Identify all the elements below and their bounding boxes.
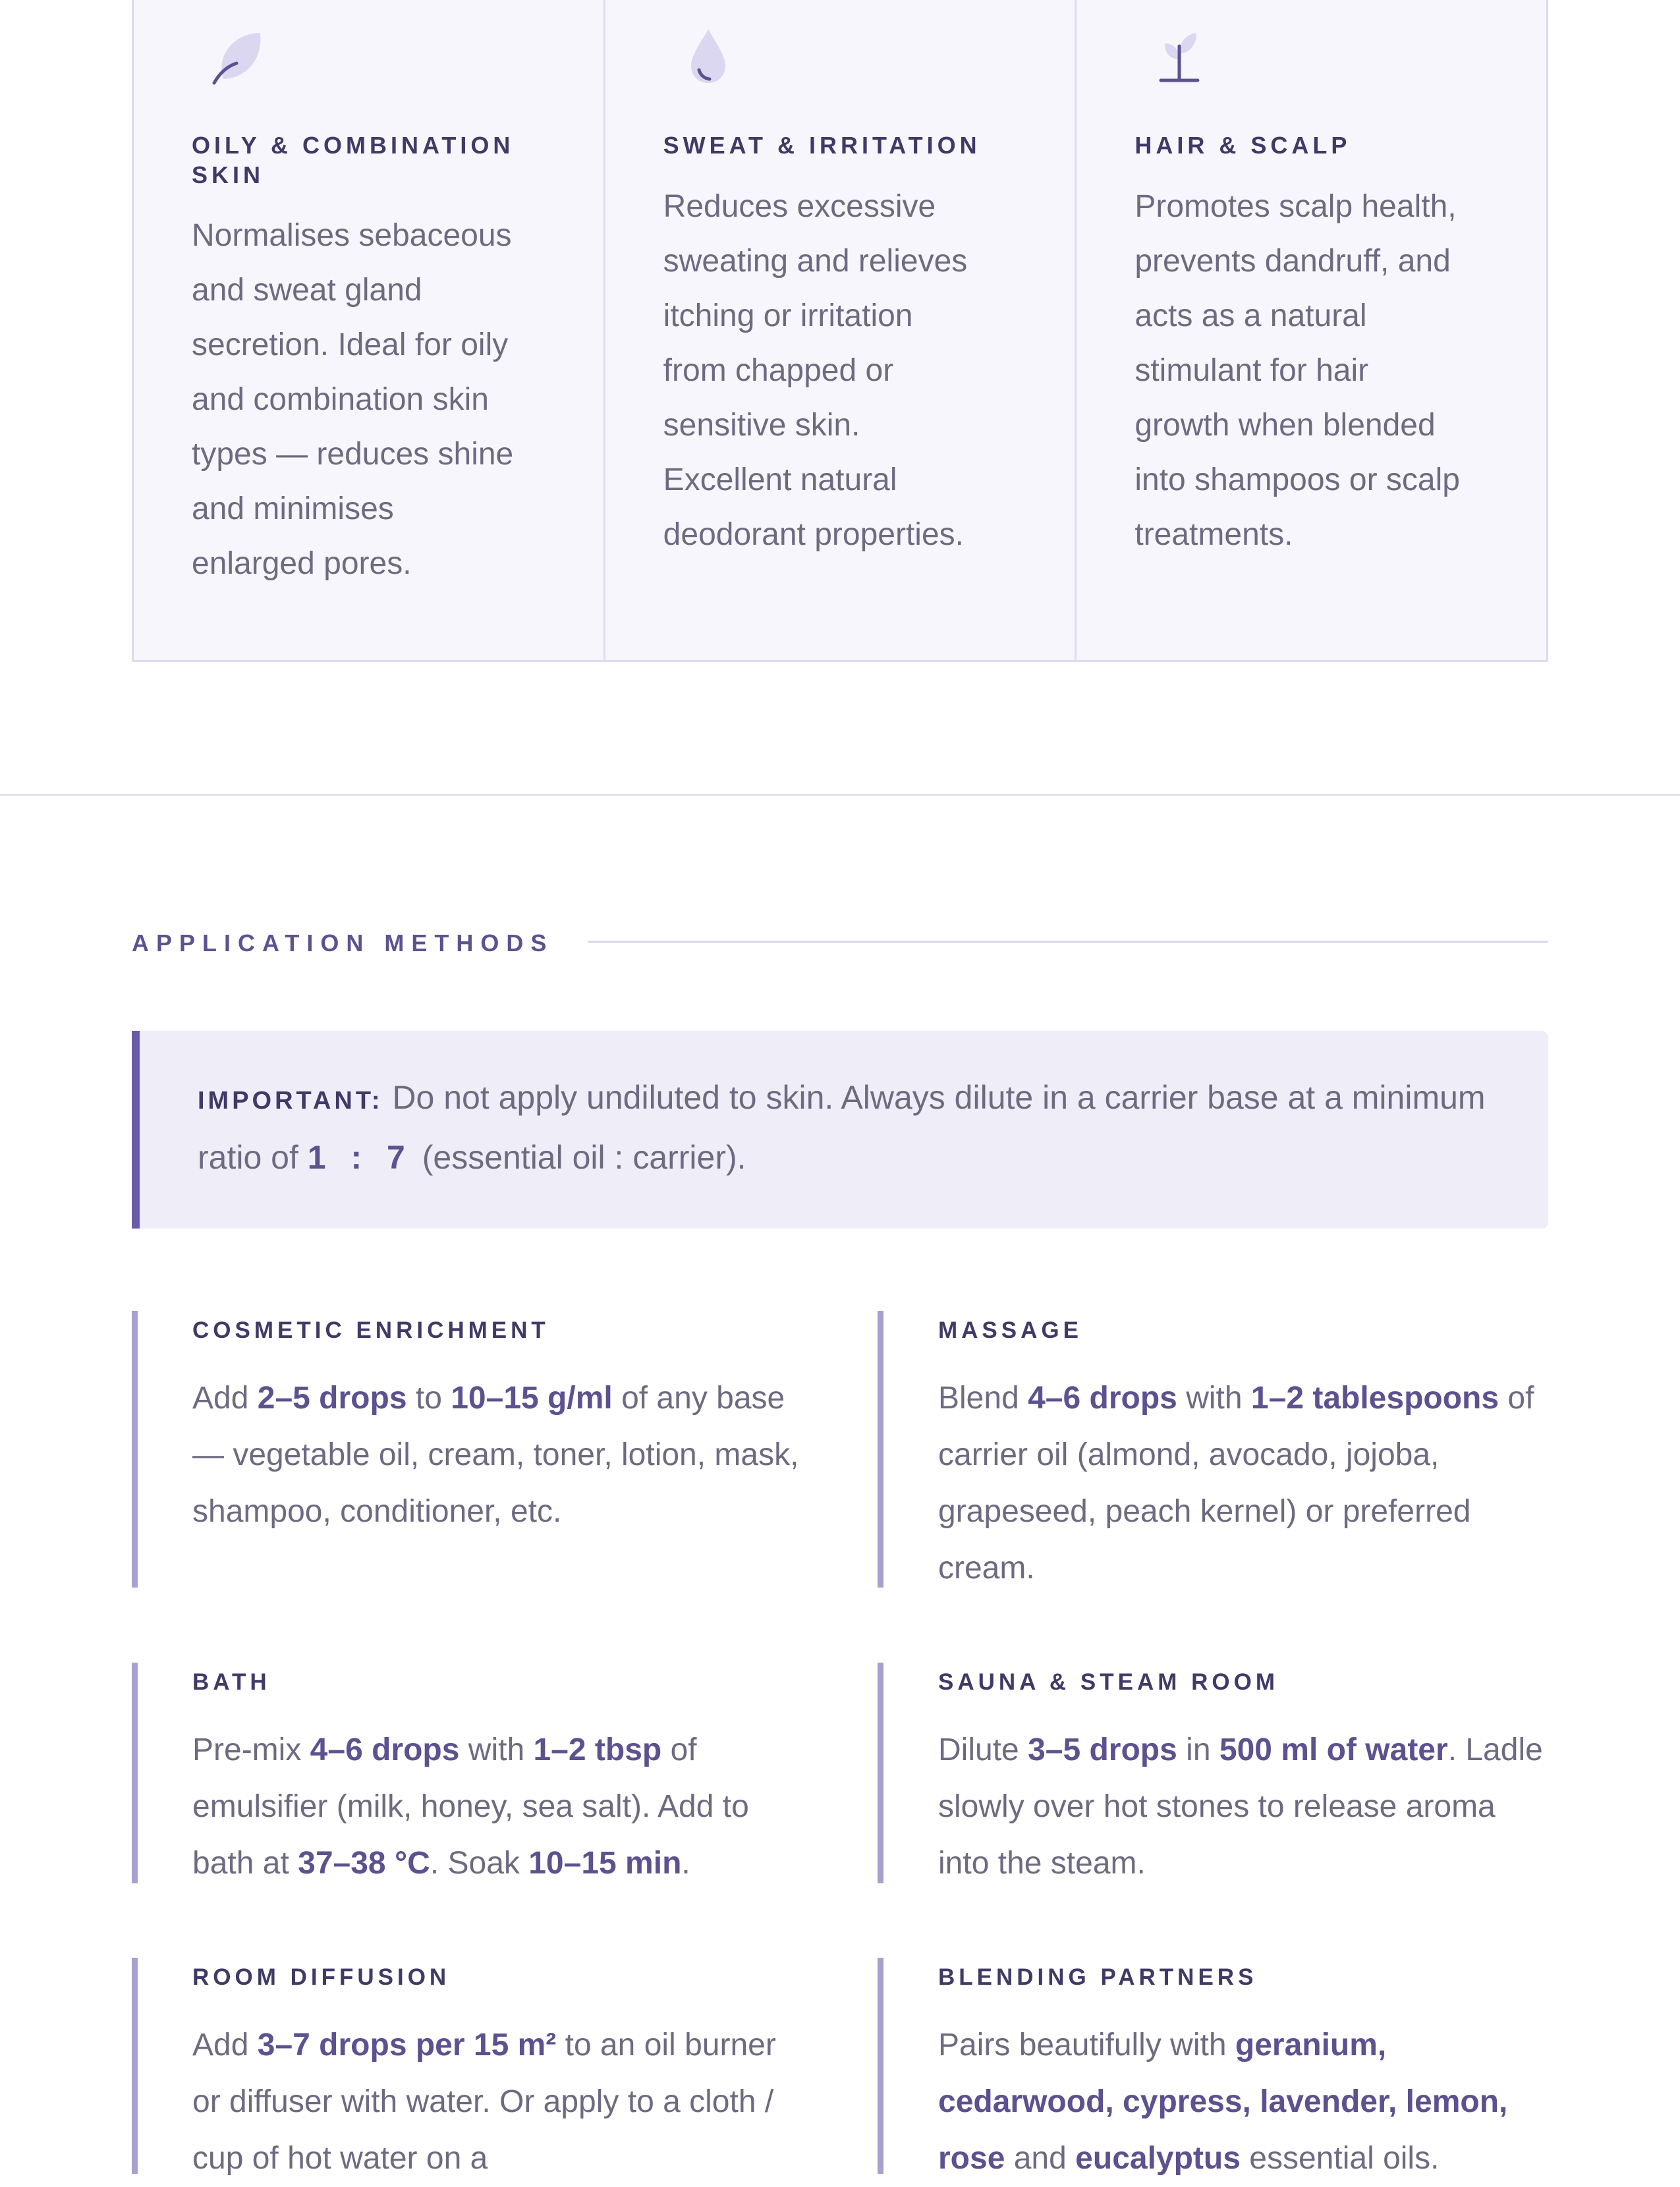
method-title: SAUNA & STEAM ROOM [938,1669,1279,1695]
droplet-icon [682,26,735,86]
method-title: BLENDING PARTNERS [938,1964,1258,1990]
method-bath [132,1663,804,1883]
method-blending-partners [878,1958,1548,2174]
dilution-ratio: 1 : 7 [307,1139,413,1176]
benefit-card-hair [1075,0,1546,660]
section-rule [588,941,1548,943]
important-text-end: (essential oil : carrier). [422,1139,746,1176]
method-sauna [878,1663,1548,1883]
method-description: Add 3–7 drops per 15 m² to an oil burner or diffuser with water. Or apply to a cloth / cup of hot water on a [192,2028,776,2176]
important-callout [132,1031,1548,1229]
method-title: COSMETIC ENRICHMENT [192,1317,549,1343]
method-description: Add 2–5 drops to 10–15 g/ml of any base — vegetable oil, cream, toner, lotion, mask, shampoo, conditioner, etc. [192,1381,799,1529]
benefit-title: OILY & COMBINATION SKIN [192,132,515,188]
important-text: Do not apply undiluted to skin. Always dilute in a carrier base at a minimum ratio of [198,1079,1486,1176]
section-title: APPLICATION METHODS [132,929,554,956]
method-room-diffusion [132,1958,804,2174]
benefit-card-oily-skin [134,0,603,660]
benefit-description: Promotes scalp health, prevents dandruff, and acts as a natural stimulant for hair growth when blended into shampoos or scalp treatments. [1134,189,1460,552]
sprout-icon [1153,26,1206,86]
method-title: BATH [192,1669,271,1695]
important-label: IMPORTANT: [198,1087,383,1115]
method-cosmetic-enrichment [132,1311,804,1588]
benefit-title: HAIR & SCALP [1134,132,1351,159]
benefit-description: Normalises sebaceous and sweat gland secretion. Ideal for oily and combination skin types — reduces shine and minimises enlarged pores. [192,218,514,581]
method-massage [878,1311,1548,1588]
section-divider [0,794,1680,796]
leaf-icon [210,26,263,86]
method-description: Pairs beautifully with geranium, cedarwood, cypress, lavender, lemon, rose and eucalyptus essential oils. [938,2028,1508,2176]
benefit-description: Reduces excessive sweating and relieves itching or irritation from chapped or sensitive skin. Excellent natural deodorant properties. [663,189,968,552]
method-title: MASSAGE [938,1317,1082,1343]
benefit-card-sweat [603,0,1075,660]
benefit-cards [132,0,1548,662]
benefit-title: SWEAT & IRRITATION [663,132,981,159]
method-description: Dilute 3–5 drops in 500 ml of water. Ladle slowly over hot stones to release aroma into the steam. [938,1732,1543,1881]
method-description: Blend 4–6 drops with 1–2 tablespoons of carrier oil (almond, avocado, jojoba, grapeseed, peach kernel) or preferred cream. [938,1381,1534,1586]
method-description: Pre-mix 4–6 drops with 1–2 tbsp of emulsifier (milk, honey, sea salt). Add to bath at 37–38 °C. Soak 10–15 min. [192,1732,749,1881]
method-title: ROOM DIFFUSION [192,1964,451,1990]
